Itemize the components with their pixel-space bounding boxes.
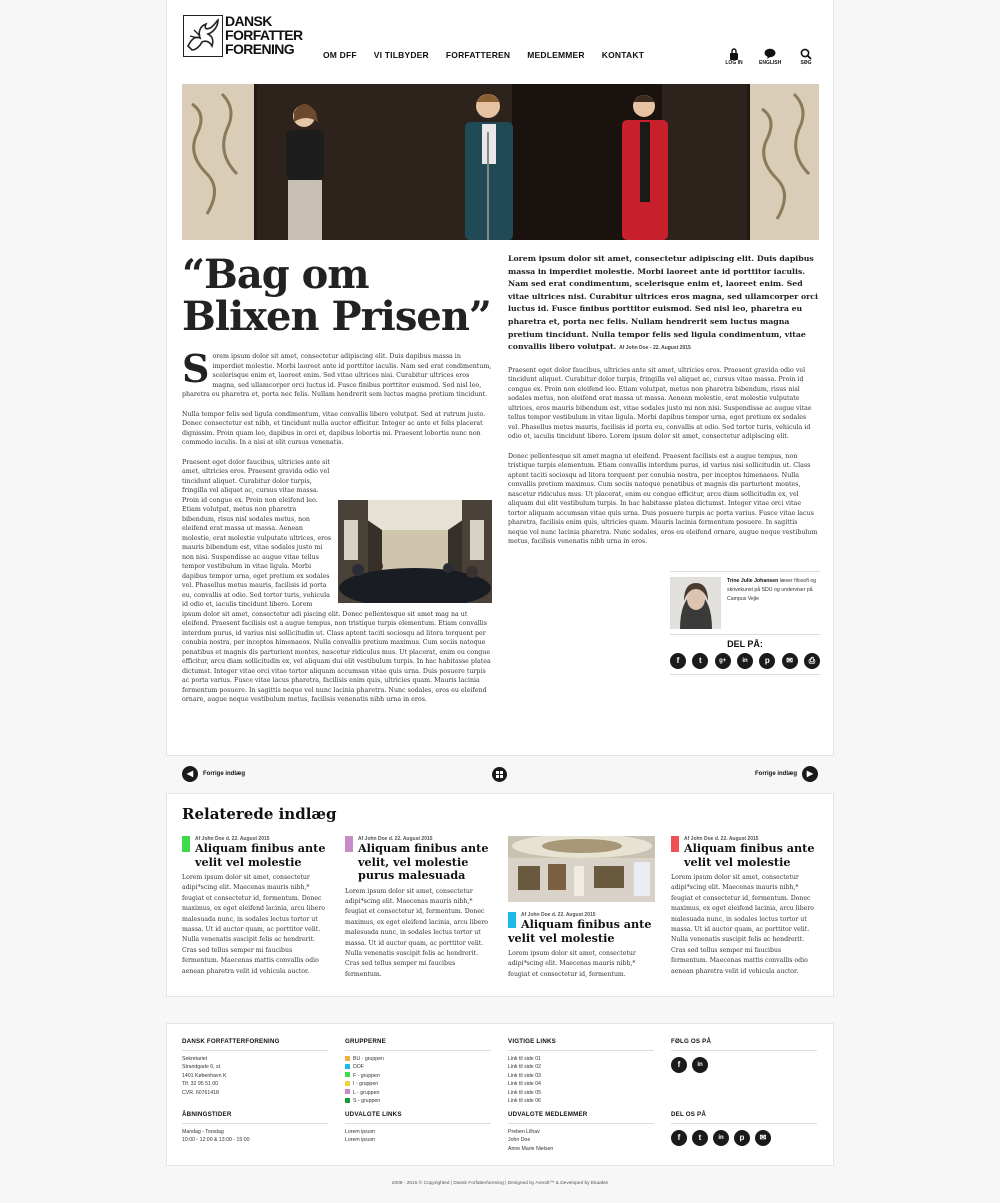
related-post-title[interactable]: Aliquam finibus ante velit vel molestie	[684, 841, 815, 869]
author-name: Trine Julie Johansen	[727, 578, 779, 584]
footer-follow	[671, 1038, 817, 1073]
footer-groups	[345, 1038, 491, 1105]
title-line-2: Blixen Prisen”	[182, 293, 491, 340]
group-color-square	[345, 1056, 350, 1061]
group-link-f[interactable]	[345, 1072, 491, 1080]
group-label: L - gruppen	[353, 1089, 380, 1096]
related-post-meta	[508, 912, 655, 918]
paragraph-2: Nulla tempor felis sed ligula condimentum, vitae convallis libero volutpat. Sed at rutrum justo. Donec consectetur est nibh, et tincidunt nulla auctor efficitur. Integer ac ante et felis placerat dignissim. Proin quam leo, dapibus in orci et, dapibus lobortis mi. Praesent lobortis nunc non commodo iaculis. In a nisi at elit cursus venenatis.	[182, 410, 486, 446]
linkedin-icon[interactable]: in	[692, 1057, 708, 1073]
nav-item-vi-tilbyder[interactable]: VI TILBYDER	[373, 50, 429, 60]
footer-share	[671, 1111, 817, 1146]
footer-members-list	[508, 1128, 654, 1153]
footer-link[interactable]: Link til side 02	[508, 1064, 541, 1071]
article-right-column	[508, 253, 819, 547]
english-button[interactable]	[759, 47, 781, 66]
previous-post-link[interactable]	[182, 766, 245, 782]
logo-line-2: FORFATTER	[225, 27, 303, 43]
footer-groups-list	[345, 1055, 491, 1105]
footer-hours-title: ÅBNINGSTIDER	[182, 1111, 328, 1124]
related-post-title[interactable]: Aliquam finibus ante velit, vel molestie purus malesuada	[358, 841, 489, 882]
related-post-excerpt: Lorem ipsum dolor sit amet, consectetur adipi*scing elit. Maecenas mauris nibh,* feugiat et consectetur id, fermentum.	[508, 950, 636, 978]
related-post-excerpt: Lorem ipsum dolor sit amet, consectetur adipi*scing elit. Maecenas mauris nibh,* feugiat et consectetur id, fermentum. Donec maximus, ex eget eleifend lacinia, arcu libero malesuada nunc, in sodales lectus tortor ut massa. Ut id auctor quam, ac porttitor velit. Nulla venenatis suscipit felis ac hendrerit. Cras sed tellus semper mi faucibus fermentum. Maecenas mattis convallis odio aenean pharetra velit id vehicula auctor.	[671, 874, 815, 975]
article-lead	[508, 253, 819, 355]
site-logo[interactable]	[183, 15, 303, 59]
google-plus-icon[interactable]: g+	[715, 653, 731, 669]
pinterest-icon[interactable]: p	[734, 1130, 750, 1146]
related-post-date: Af John Doe d. 22. August 2015	[195, 836, 270, 842]
linkedin-icon[interactable]: in	[737, 653, 753, 669]
group-label: F - gruppen	[353, 1072, 380, 1079]
member-link[interactable]: Preben Lilhav	[508, 1129, 540, 1135]
right-paragraph-1: Praesent eget dolor faucibus, ultricies ante sit amet, ultricies eros. Praesent gravida odio vel tincidunt aliquet. Curabitur dolor turpis, fringilla vel aliquet ac, cursus vitae massa. Proin id congue ex. Proin non eleifend leo. Etiam volutpat, metus non pharetra bibendum, risus nisl sodales metus, non eleifend erat massa ut massa. Aenean molestie, erat molestie vulputate ultrices, eros mauris bibendum est, vitae sodales justo mi non nisi. Suspendisse ac augue vitae tellus tempor vestibulum in vitae ligula. Morbi dapibus tempor urna, eget pretium ex sodales vel. Phasellus metus mauris, facilisis id porta eu, convallis at odio. Sed tortor turis, vehicula id odio et, iaculis tincidunt libero. Lorem ipsum dolor sit amet, consectetur adipiscing elit.	[508, 366, 812, 441]
footer-share-icons	[671, 1130, 817, 1146]
nav-item-medlemmer[interactable]: MEDLEMMER	[527, 50, 585, 60]
category-color-tag	[182, 836, 190, 852]
article-left-column	[182, 346, 492, 705]
author-photo	[670, 577, 721, 629]
previous-post-label: Forrige indlæg	[203, 771, 245, 777]
group-link-s[interactable]	[345, 1097, 491, 1105]
share-icons	[670, 653, 820, 675]
group-color-square	[345, 1089, 350, 1094]
footer-link[interactable]: Lorem ipsum	[345, 1137, 375, 1144]
search-button[interactable]	[795, 47, 817, 66]
lead-text: Lorem ipsum dolor sit amet, consectetur adipiscing elit. Duis dapibus massa in imperdiet molestie. Morbi laoreet ante id porttitor iaculis. Nam sed erat condimentum, scelerisque enim et, laoreet enim. Sed vitae ultrices nisi. Curabitur ultrices eros magna, sed ullamcorper orci luctus id. Fusce finibus porttitor euismod. Sed nisl leo, pharetra eu pharetra et, porta nec felis. Nullam hendrerit sem luctus magna pretium tincidunt. Nulla tempor felis sed ligula condimentum, vitae convallis libero volutpat.	[508, 254, 818, 352]
footer-hours-list	[182, 1128, 328, 1145]
category-color-tag	[508, 912, 516, 928]
paragraph-3-text: Praesent eget dolor faucibus, ultricies ante sit amet, ultricies eros. Praesent gravida odio vel tincidunt aliquet. Curabitur dolor turpis, fringilla vel aliquet ac, cursus vitae massa. Proin id congue ex. Proin non eleifend leo. Etiam volutpat, metus non pharetra bibendum, risus nisl sodales metus, non eleifend erat massa ut massa. Aenean molestie, erat molestie vulputate ultrices, eros mauris bibendum est, vitae sodales justo mi non nisi. Suspendisse ac augue vitae tellus tempor vestibulum in vitae ligula. Morbi dapibus tempor urna, eget pretium ex sodales vel. Phasellus metus mauris, facilisis id porta eu, convallis at odio. Sed tortor turis, vehicula id odio et, iaculis tincidunt libero. Lorem ipsum dolor sit amet, consectetur adi piscing elit. Donec pellentesque sit amet mag na ut eleifend. Praesent facilisis est a augue tempus, non tristique turpis elementum. Etiam convallis interdum purus, id varius nisi sollicitudin ut. Class aptent taciti sociosqu ad litora torquent per conubia nostra, per inceptos himenaeos. Nulla convallis pretium maximus. Cum sociis natoque penatibus et magnis dis parturient montes, nascetur ridiculus mus. Ut placerat, enim eu congue efficitur, arcu diam sollicitudin ex, vel aliquam dui elit vestibulum turpis. In hac habitasse platea dictumst. Integer vitae orci vitae tortor aliquam accumsan vitae quis urna. Duis posuere turpis ac porta varius. Fusce vitae lacus pharetra, facilisis enim quis, ultricies quam. Mauris lacinia fermentum posuere. In sagittis neque vel nunc lacinia pharetra. Nunc sodales, eros eu eleifend ornare, augue neque vestibulum metus, facilisis venenatis nibh urna in eros.	[182, 458, 491, 703]
footer-link[interactable]: Link til side 03	[508, 1072, 541, 1079]
paragraph-3	[182, 458, 492, 705]
footer-selected-links	[345, 1111, 491, 1145]
share-title: DEL PÅ:	[727, 639, 763, 649]
footer-link[interactable]: Lorem ipsum	[345, 1129, 375, 1135]
footer-org-title: DANSK FORFATTERFORENING	[182, 1038, 328, 1051]
group-link-bu[interactable]	[345, 1055, 491, 1063]
related-post-meta	[345, 836, 492, 842]
dropcap: S	[182, 346, 210, 391]
group-link-l[interactable]	[345, 1089, 491, 1097]
group-link-dof[interactable]	[345, 1063, 491, 1071]
nav-item-om-dff[interactable]: OM DFF	[323, 50, 357, 60]
footer-org-address	[182, 1055, 328, 1097]
address-line: Sekretariet	[182, 1056, 208, 1062]
related-post-date: Af John Doe d. 22. August 2015	[358, 836, 433, 842]
member-link[interactable]: John Doe	[508, 1137, 531, 1144]
logo-line-1: DANSK	[225, 13, 272, 29]
author-bio-text: læser filosofi og skrivekunst på SDU og underviser på Campus Vejle	[727, 578, 817, 602]
related-post-title[interactable]: Aliquam finibus ante velit vel molestie	[508, 917, 652, 945]
author-bio	[727, 577, 819, 604]
arrow-left-icon: ◀	[182, 766, 198, 782]
next-post-link[interactable]	[755, 766, 818, 782]
category-color-tag	[671, 836, 679, 852]
arrow-right-icon: ▶	[802, 766, 818, 782]
paragraph-1	[182, 346, 492, 400]
related-post-2[interactable]	[345, 836, 492, 980]
group-color-square	[345, 1064, 350, 1069]
related-post-excerpt: Lorem ipsum dolor sit amet, consectetur adipi*scing elit. Maecenas mauris nibh,* feugiat et consectetur id, fermentum. Donec maximus, ex eget eleifend lacinia, arcu libero malesuada nunc, in sodales lectus tortor ut massa. Ut id auctor quam, ac porttitor velit. Nulla venenatis suscipit felis ac hendrerit. Cras sed tellus semper mi faucibus fermentum. Maecenas mattis convallis odio aenean pharetra velit id vehicula auctor.	[182, 874, 326, 975]
mail-icon[interactable]: ✉	[755, 1130, 771, 1146]
hours-line: Mandag - Torsdag	[182, 1129, 224, 1135]
header-tools	[723, 47, 817, 66]
hero-image	[182, 84, 819, 240]
footer-members-title: UDVALGTE MEDLEMMER	[508, 1111, 654, 1124]
login-button[interactable]	[723, 47, 745, 66]
search-label: SØG	[800, 60, 812, 66]
group-link-i[interactable]	[345, 1080, 491, 1088]
english-label: ENGLISH	[759, 60, 782, 66]
footer-share-title: DEL OS PÅ	[671, 1111, 817, 1124]
lead-byline: Af John Doe - 22. August 2015	[619, 345, 691, 352]
hours-line: 10:00 - 12:00 & 13:00 - 15:00	[182, 1137, 250, 1144]
footer-link[interactable]: Link til side 06	[508, 1098, 541, 1105]
print-icon[interactable]: ⎙	[804, 653, 820, 669]
group-label: BU - gruppen	[353, 1056, 384, 1062]
group-color-square	[345, 1081, 350, 1086]
category-color-tag	[345, 836, 353, 852]
post-pagination	[182, 766, 818, 782]
footer-selected-links-title: UDVALGTE LINKS	[345, 1111, 491, 1124]
main-nav	[323, 50, 661, 60]
related-post-title-wrap	[508, 918, 655, 945]
mail-icon[interactable]: ✉	[782, 653, 798, 669]
footer-important-title: VIGTIGE LINKS	[508, 1038, 654, 1051]
footer-link[interactable]: Link til side 01	[508, 1056, 541, 1062]
related-post-excerpt: Lorem ipsum dolor sit amet, consectetur adipi*scing elit. Maecenas mauris nibh,* feugiat et consectetur id, fermentum. Donec maximus, ex eget eleifend lacinia, arcu libero malesuada nunc, in sodales lectus tortor ut massa. Ut id auctor quam, ac porttitor velit. Nulla venenatis suscipit felis ac hendrerit. Cras sed tellus semper mi faucibus fermentum.	[345, 887, 489, 978]
footer-selected-links-list	[345, 1128, 491, 1145]
address-line: 1401 København K	[182, 1072, 227, 1079]
facebook-icon[interactable]: f	[670, 653, 686, 669]
group-label: DOF	[353, 1064, 364, 1071]
related-post-4[interactable]	[671, 836, 818, 977]
site-footer	[166, 1023, 834, 1166]
related-post-meta	[182, 836, 329, 842]
footer-org	[182, 1038, 328, 1097]
article-title	[182, 251, 491, 340]
footer-follow-title: FØLG OS PÅ	[671, 1038, 817, 1051]
group-label: I - gruppen	[353, 1081, 379, 1088]
linkedin-icon[interactable]: in	[713, 1130, 729, 1146]
twitter-icon[interactable]: t	[692, 1130, 708, 1146]
address-line: Strandgade 6, st.	[182, 1064, 222, 1071]
grid-overview-icon[interactable]	[492, 767, 507, 782]
footer-important-list	[508, 1055, 654, 1105]
footer-members	[508, 1111, 654, 1153]
related-posts	[166, 793, 834, 997]
author-box	[670, 571, 820, 602]
logo-text	[225, 14, 303, 56]
article-card	[166, 0, 834, 756]
follow-icons	[671, 1057, 817, 1073]
logo-line-3: FORENING	[225, 41, 295, 57]
related-post-image[interactable]	[508, 836, 655, 902]
address-cvr: CVR. 60761418	[182, 1089, 219, 1096]
inset-photo	[338, 500, 492, 603]
twitter-icon[interactable]: t	[692, 653, 708, 669]
footer-important-links	[508, 1038, 654, 1105]
right-paragraph-2: Donec pellentesque sit amet magna ut eleifend. Praesent facilisis est a augue tempus, non tristique turpis elementum. Etiam convallis interdum purus, id varius nisi sollicitudin ut. Class aptent taciti sociosqu ad litora torquent per conubia nostra, per inceptos himenaeos. Nulla convallis pretium maximus. Cum sociis natoque penatibus et magnis dis parturient montes, nascetur ridiculus mus. Ut placerat, enim eu congue efficitur, arcu diam sollicitudin ex, vel aliquam dui elit vestibulum turpis. In hac habitasse platea dictumst. Integer vitae orci vitae tortor aliquam accumsan vitae quis urna. Duis posuere turpis ac porta varius. Fusce vitae lacus pharetra, facilisis enim quis, ultricies quam. Mauris lacinia fermentum posuere. In sagittis neque vel nunc lacinia pharetra. Nunc sodales, eros eu eleifend ornare, augue neque vestibulum metus, facilisis venenatis nibh urna in eros.	[508, 452, 818, 546]
lock-icon	[723, 47, 745, 59]
group-color-square	[345, 1072, 350, 1077]
login-label: LOG IN	[725, 60, 743, 66]
footer-groups-title: GRUPPERNE	[345, 1038, 491, 1051]
paragraph-1-text: orem ipsum dolor sit amet, consectetur adipiscing elit. Duis dapibus massa in imperdiet molestie. Morbi laoreet ante id porttitor iaculis. Nam sed erat condimentum, scelerisque enim et, laoreet enim. Sed vitae ultrices nisi. Curabitur ultrices eros magna, sed ullamcorper orci luctus id. Fusce finibus porttitor euismod. Sed nisl leo, pharetra eu pharetra et, porta nec felis. Nullam hendrerit sem luctus magna pretium tincidunt.	[182, 353, 492, 398]
related-title: Relaterede indlæg	[182, 805, 337, 823]
related-post-1[interactable]	[182, 836, 329, 977]
footer-hours	[182, 1111, 328, 1145]
address-phone[interactable]: Tlf. 32 95 51 00	[182, 1081, 219, 1088]
member-link[interactable]: Anne Marie Nielsen	[508, 1145, 554, 1152]
speech-bubble-icon	[759, 47, 781, 59]
next-post-label: Forrige indlæg	[755, 771, 797, 777]
search-icon	[795, 47, 817, 59]
footer-link[interactable]: Link til side 05	[508, 1089, 541, 1096]
related-post-3[interactable]	[508, 836, 655, 980]
nav-item-kontakt[interactable]: KONTAKT	[601, 50, 645, 60]
related-post-date: Af John Doe d. 22. August 2015	[684, 836, 759, 842]
copyright-text: 2008 - 2015 © Copyrighted | Dansk Forfatterforening | Designed by Arendt™ & Developed by Ekaakte	[391, 1181, 609, 1186]
footer-link[interactable]: Link til side 04	[508, 1081, 541, 1088]
facebook-icon[interactable]: f	[671, 1057, 687, 1073]
related-post-date: Af John Doe d. 22. August 2015	[521, 912, 596, 918]
pegasus-logo-icon	[183, 15, 223, 57]
group-label: S - gruppen	[353, 1098, 381, 1105]
related-post-meta	[671, 836, 818, 842]
nav-item-forfatteren[interactable]: FORFATTEREN	[445, 50, 511, 60]
related-post-title[interactable]: Aliquam finibus ante velit vel molestie	[195, 841, 326, 869]
pinterest-icon[interactable]: p	[759, 653, 775, 669]
title-line-1: “Bag om	[182, 251, 369, 298]
share-box	[670, 634, 820, 675]
facebook-icon[interactable]: f	[671, 1130, 687, 1146]
group-color-square	[345, 1098, 350, 1103]
